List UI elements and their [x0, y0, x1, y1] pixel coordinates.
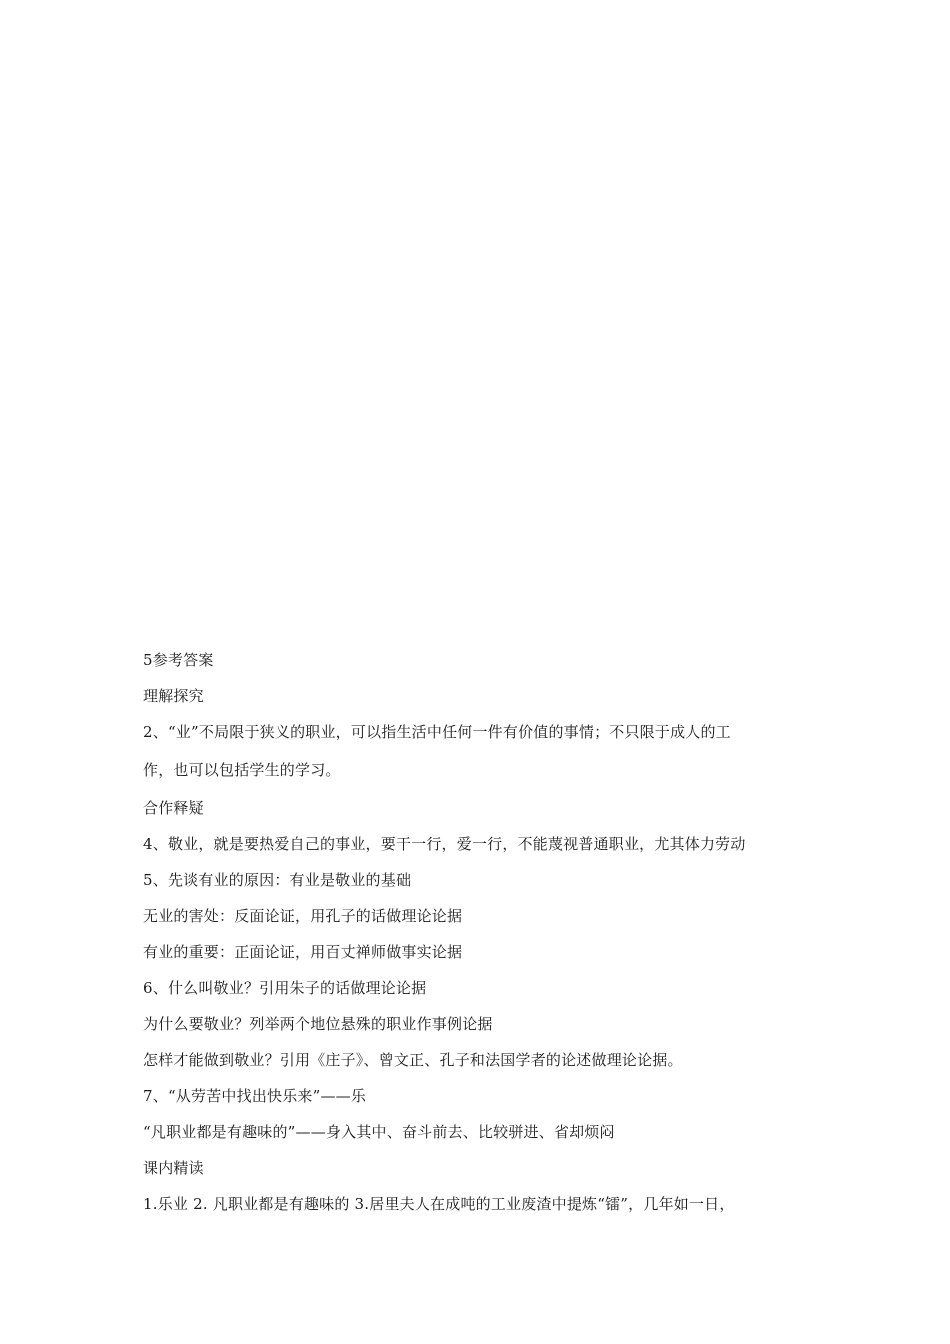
section-heading-close-reading: 课内精读	[143, 1159, 204, 1177]
answer-6-why: 为什么要敬业？列举两个地位悬殊的职业作事例论据	[143, 1015, 493, 1033]
answer-5-harm: 无业的害处：反面论证，用孔子的话做理论论据	[143, 907, 463, 925]
answer-6: 6、什么叫敬业？引用朱子的话做理论论据	[143, 979, 427, 997]
answer-2-line-2: 作，也可以包括学生的学习。	[143, 761, 341, 779]
answer-4: 4、敬业，就是要热爱自己的事业，要干一行，爱一行，不能蔑视普通职业，尤其体力劳动	[143, 835, 746, 853]
answer-6-how: 怎样才能做到敬业？引用《庄子》、曾文正、孔子和法国学者的论述做理论论据。	[143, 1051, 683, 1069]
section-heading-understanding: 理解探究	[143, 687, 204, 705]
close-reading-answers: 1.乐业 2. 凡职业都是有趣味的 3.居里夫人在成吨的工业废渣中提炼“镭”，几年如一日，	[143, 1195, 735, 1213]
answer-7-interest: “凡职业都是有趣味的”——身入其中、奋斗前去、比较骈进、省却烦闷	[143, 1123, 615, 1141]
answer-2-line-1: 2、“业”不局限于狭义的职业，可以指生活中任何一件有价值的事情；不只限于成人的工	[143, 723, 731, 741]
answer-5: 5、先谈有业的原因：有业是敬业的基础	[143, 871, 412, 889]
answer-5-importance: 有业的重要：正面论证，用百丈禅师做事实论据	[143, 943, 463, 961]
answer-heading: 5参考答案	[143, 651, 214, 669]
section-heading-cooperation: 合作释疑	[143, 799, 204, 817]
answer-7: 7、“从劳苦中找出快乐来”——乐	[143, 1087, 367, 1105]
